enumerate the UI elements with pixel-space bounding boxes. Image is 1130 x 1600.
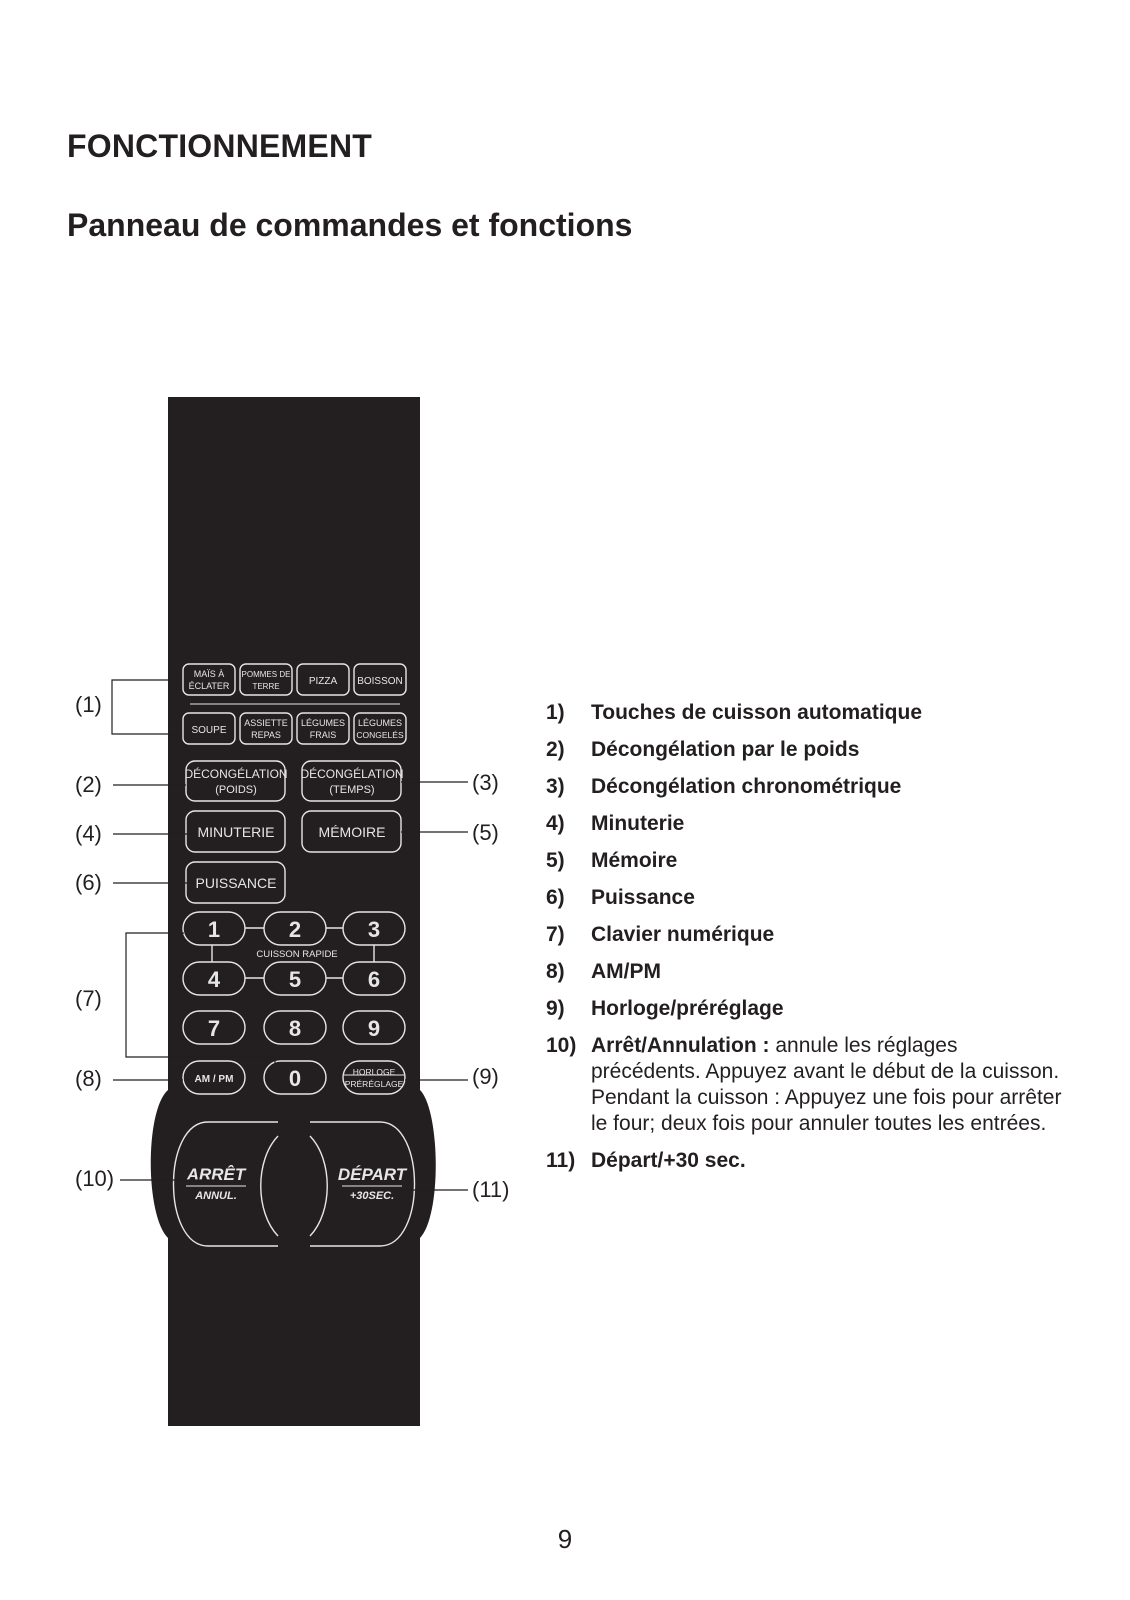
auto-label: BOISSON <box>357 676 403 687</box>
legend-item <box>546 922 1066 948</box>
defrost-weight-label: DÉCONGÉLATION <box>184 767 288 781</box>
memory-label: MÉMOIRE <box>318 824 386 840</box>
key-label: 2 <box>288 917 302 942</box>
callout-11: (11) <box>472 1177 510 1202</box>
auto-label: LÉGUMES <box>300 718 346 728</box>
key-label: 7 <box>207 1016 221 1041</box>
power-label: PUISSANCE <box>195 875 277 891</box>
key-label: 9 <box>367 1016 381 1041</box>
legend-number: 8) <box>546 960 565 983</box>
legend-label: Clavier numérique <box>591 923 775 946</box>
legend-number: 2) <box>546 738 565 761</box>
legend-number: 9) <box>546 997 565 1020</box>
callout-1: (1) <box>75 692 102 717</box>
key-label: 3 <box>367 917 381 942</box>
page-title: FONCTIONNEMENT <box>67 128 373 164</box>
function-legend <box>546 700 1066 1185</box>
auto-label: FRAIS <box>309 730 337 740</box>
clock-label: HORLOGE <box>352 1067 396 1077</box>
stop-sub: ANNUL. <box>195 1190 237 1202</box>
auto-label: MAÏS À <box>193 669 225 679</box>
legend-description: annule les réglages précédents. Appuyez avant le début de la cuisson. Pendant la cuisson : Appuyez une fois pour arrêter le four; deux fois pour annuler toutes les entrées. <box>591 1034 1062 1135</box>
legend-item <box>546 700 1066 726</box>
timer-label: MINUTERIE <box>197 824 275 840</box>
ampm-label: AM / PM <box>194 1074 234 1085</box>
key-label: 1 <box>207 917 221 942</box>
legend-number: 10) <box>546 1034 577 1057</box>
legend-item <box>546 1033 1066 1137</box>
key-label: 0 <box>288 1066 302 1091</box>
legend-label: Mémoire <box>591 849 678 872</box>
legend-number: 3) <box>546 775 565 798</box>
legend-label: Horloge/préréglage <box>591 997 784 1020</box>
callout-9: (9) <box>472 1064 499 1089</box>
legend-number: 6) <box>546 886 565 909</box>
section-title: Panneau de commandes et fonctions <box>67 207 633 243</box>
callout-3: (3) <box>472 770 499 795</box>
legend-item <box>546 848 1066 874</box>
auto-label: CONGELÉS <box>356 730 404 740</box>
legend-item <box>546 811 1066 837</box>
legend-item <box>546 959 1066 985</box>
legend-item <box>546 996 1066 1022</box>
callout-10: (10) <box>75 1166 115 1191</box>
auto-label: LÉGUMES <box>357 718 403 728</box>
legend-number: 4) <box>546 812 565 835</box>
quick-cook-label: CUISSON RAPIDE <box>256 949 338 960</box>
defrost-time-sub: (TEMPS) <box>329 784 375 796</box>
legend-number: 1) <box>546 701 565 724</box>
legend-label: Décongélation chronométrique <box>591 775 902 798</box>
key-label: 4 <box>207 967 221 992</box>
legend-item <box>546 1148 1066 1174</box>
legend-label: AM/PM <box>591 960 661 983</box>
start-sub: +30SEC. <box>349 1190 395 1202</box>
key-label: 5 <box>288 967 302 992</box>
legend-label: Puissance <box>591 886 695 909</box>
stop-label: ARRÊT <box>186 1165 246 1184</box>
legend-item <box>546 737 1066 763</box>
legend-label: Départ/+30 sec. <box>591 1149 746 1172</box>
callout-8: (8) <box>75 1066 102 1091</box>
callout-5: (5) <box>472 820 499 845</box>
legend-label: Minuterie <box>591 812 685 835</box>
callout-7: (7) <box>75 986 102 1011</box>
auto-label: REPAS <box>251 730 281 740</box>
auto-label: PIZZA <box>308 676 338 687</box>
legend-number: 5) <box>546 849 565 872</box>
defrost-weight-sub: (POIDS) <box>215 784 257 796</box>
page-number: 9 <box>557 1524 573 1554</box>
defrost-time-label: DÉCONGÉLATION <box>300 767 404 781</box>
legend-label: Arrêt/Annulation : <box>591 1034 770 1057</box>
legend-label: Touches de cuisson automatique <box>591 701 922 724</box>
callout-2: (2) <box>75 772 102 797</box>
legend-number: 7) <box>546 923 565 946</box>
auto-label: ÉCLATER <box>188 681 230 691</box>
legend-item <box>546 885 1066 911</box>
auto-label: TERRE <box>252 682 280 691</box>
legend-label: Décongélation par le poids <box>591 738 860 761</box>
start-label: DÉPART <box>337 1165 407 1184</box>
clock-sub: PRÉRÉGLAGE <box>344 1079 404 1089</box>
auto-label: ASSIETTE <box>244 718 288 728</box>
legend-item <box>546 774 1066 800</box>
legend-number: 11) <box>546 1149 576 1172</box>
key-label: 6 <box>367 967 381 992</box>
auto-label: POMMES DE <box>241 670 291 679</box>
callout-4: (4) <box>75 821 102 846</box>
auto-label: SOUPE <box>191 725 227 736</box>
key-label: 8 <box>288 1016 302 1041</box>
callout-6: (6) <box>75 870 102 895</box>
